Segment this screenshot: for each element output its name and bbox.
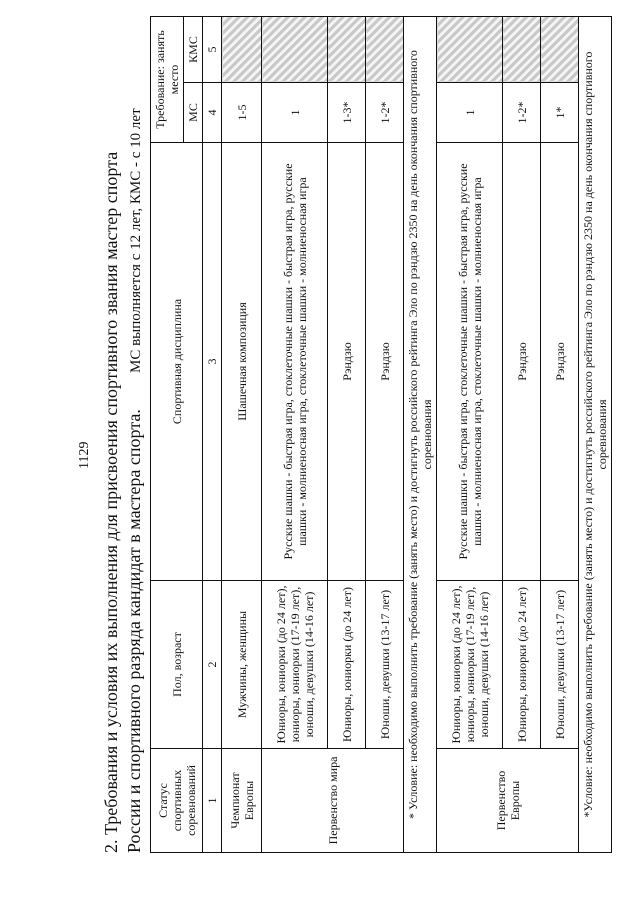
age-requirement-note: МС выполняется с 12 лет, КМС - с 10 лет bbox=[128, 107, 144, 373]
note-row bbox=[579, 16, 612, 852]
ms-place-cell: 1-2* bbox=[503, 82, 541, 142]
column-number: 4 bbox=[203, 82, 222, 142]
table-header-row bbox=[151, 16, 184, 852]
gender-age-cell: Юниоры, юниорки (до 24 лет) bbox=[503, 580, 541, 748]
header-kms: КМС bbox=[184, 16, 203, 82]
column-number: 5 bbox=[203, 16, 222, 82]
gender-age-cell: Юниоры, юниорки (до 24 лет), юниоры, юниорки (17-19 лет), юноши, девушки (14-16 лет) bbox=[437, 580, 503, 748]
discipline-cell: Рэндзю bbox=[541, 142, 579, 580]
ms-place-cell: 1 bbox=[437, 82, 503, 142]
kms-place-cell bbox=[222, 16, 262, 82]
discipline-cell: Шашечная композиция bbox=[222, 142, 262, 580]
gender-age-cell: Юниоры, юниорки (до 24 лет) bbox=[328, 580, 366, 748]
column-number: 1 bbox=[203, 748, 222, 852]
ms-place-cell: 1-3* bbox=[328, 82, 366, 142]
header-ms: МС bbox=[184, 82, 203, 142]
header-gender-age: Пол, возраст bbox=[151, 580, 203, 748]
status-cell: Первенство мира bbox=[262, 748, 404, 852]
gender-age-cell: Мужчины, женщины bbox=[222, 580, 262, 748]
column-number-row bbox=[203, 16, 222, 852]
table-row bbox=[262, 16, 328, 852]
discipline-cell: Рэндзю bbox=[503, 142, 541, 580]
kms-place-cell bbox=[541, 16, 579, 82]
footnote-text: * Условие: необходимо выполнить требование (занять место) и достигнуть российского рейтинга Эло по рэндзю 2350 на день окончания спортивного соревнования bbox=[404, 16, 437, 852]
discipline-cell: Рэндзю bbox=[366, 142, 404, 580]
requirements-table bbox=[150, 16, 612, 853]
note-row bbox=[404, 16, 437, 852]
header-status: Статус спортивных соревнований bbox=[151, 748, 203, 852]
ms-place-cell: 1 bbox=[262, 82, 328, 142]
footnote-text: *Условие: необходимо выполнить требование (занять место) и достигнуть российского рейтинга Эло по рэндзю 2350 на день окончания спортивного соревнования bbox=[579, 16, 612, 852]
ms-place-cell: 1-2* bbox=[366, 82, 404, 142]
ms-place-cell: 1* bbox=[541, 82, 579, 142]
column-number: 3 bbox=[203, 142, 222, 580]
header-discipline: Спортивная дисциплина bbox=[151, 142, 203, 580]
kms-place-cell bbox=[262, 16, 328, 82]
gender-age-cell: Юноши, девушки (13-17 лет) bbox=[366, 580, 404, 748]
table-row bbox=[366, 16, 404, 852]
status-cell: Первенство Европы bbox=[437, 748, 579, 852]
status-cell: Чемпионат Европы bbox=[222, 748, 262, 852]
kms-place-cell bbox=[328, 16, 366, 82]
table-row bbox=[503, 16, 541, 852]
table-row bbox=[222, 16, 262, 852]
kms-place-cell bbox=[503, 16, 541, 82]
discipline-cell: Рэндзю bbox=[328, 142, 366, 580]
document-page bbox=[20, 13, 620, 893]
table-row bbox=[541, 16, 579, 852]
ms-place-cell: 1-5 bbox=[222, 82, 262, 142]
header-requirement: Требование: занять место bbox=[151, 16, 184, 142]
kms-place-cell bbox=[437, 16, 503, 82]
kms-place-cell bbox=[366, 16, 404, 82]
gender-age-cell: Юноши, девушки (13-17 лет) bbox=[541, 580, 579, 748]
discipline-cell: Русские шашки - быстрая игра, стоклеточные шашки - быстрая игра, русские шашки - молниеносная игра, стоклеточные шашки - молниеносная игра bbox=[262, 142, 328, 580]
document-title: 2. Требования и условия их выполнения для присвоения спортивного звания мастер спорта России и спортивного разряда кандидат в мастера спорта. bbox=[101, 151, 144, 853]
column-number: 2 bbox=[203, 580, 222, 748]
gender-age-cell: Юниоры, юниорки (до 24 лет), юниоры, юниорки (17-19 лет), юноши, девушки (14-16 лет) bbox=[262, 580, 328, 748]
table-row bbox=[437, 16, 503, 852]
discipline-cell: Русские шашки - быстрая игра, стоклеточные шашки - быстрая игра, русские шашки - молниеносная игра, стоклеточные шашки - молниеносная игра bbox=[437, 142, 503, 580]
table-row bbox=[328, 16, 366, 852]
page-number: 1129 bbox=[77, 441, 92, 469]
